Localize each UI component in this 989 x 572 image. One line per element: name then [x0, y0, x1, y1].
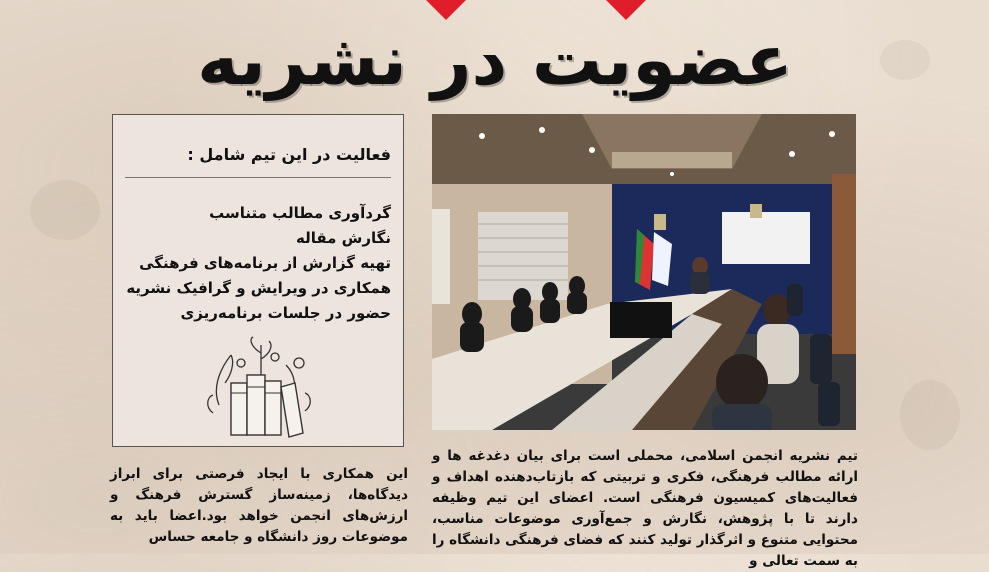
list-item: همکاری در ویرایش و گرافیک نشریه: [126, 279, 391, 297]
activities-card: [112, 114, 404, 447]
activities-list: [126, 201, 391, 326]
list-item: گردآوری مطالب متناسب: [209, 204, 391, 222]
list-item: نگارش مقاله: [296, 229, 391, 247]
meeting-photo: [432, 114, 856, 430]
paper-stain: [880, 40, 930, 80]
list-item: تهیه گزارش از برنامه‌های فرهنگی: [139, 254, 391, 272]
paper-stain: [30, 180, 100, 240]
page-headline: عضویت در نشریه: [197, 19, 793, 101]
list-item: حضور در جلسات برنامه‌ریزی: [180, 304, 391, 322]
paper-stain: [900, 380, 960, 450]
intro-paragraph: تیم نشریه انجمن اسلامی، محملی است برای بیان دغدغه ها و ارائه مطالب فرهنگی، فکری و تربیتی که بازتاب‌دهنده اهداف و فعالیت‌های کمیسیون فرهنگی است. اعضای این تیم وظیفه دارند تا با پژوهش، نگارش و جمع‌آوری موضوعات مناسب، محتوایی متنوع و اثرگذار تولید کنند که فضای فرهنگی دانشگاه را به سمت تعالی و: [432, 448, 858, 569]
collaboration-paragraph: این همکاری با ایجاد فرصتی برای ابراز دیدگاه‌ها، زمینه‌ساز گسترش فرهنگ و ارزش‌های انجمن خواهد بود.اعضا باید به موضوعات روز دانشگاه و جامعه حساس: [110, 466, 408, 545]
card-divider: [125, 177, 391, 178]
card-title: فعالیت در این تیم شامل :: [187, 145, 391, 164]
books-flowers-icon: [201, 335, 321, 439]
